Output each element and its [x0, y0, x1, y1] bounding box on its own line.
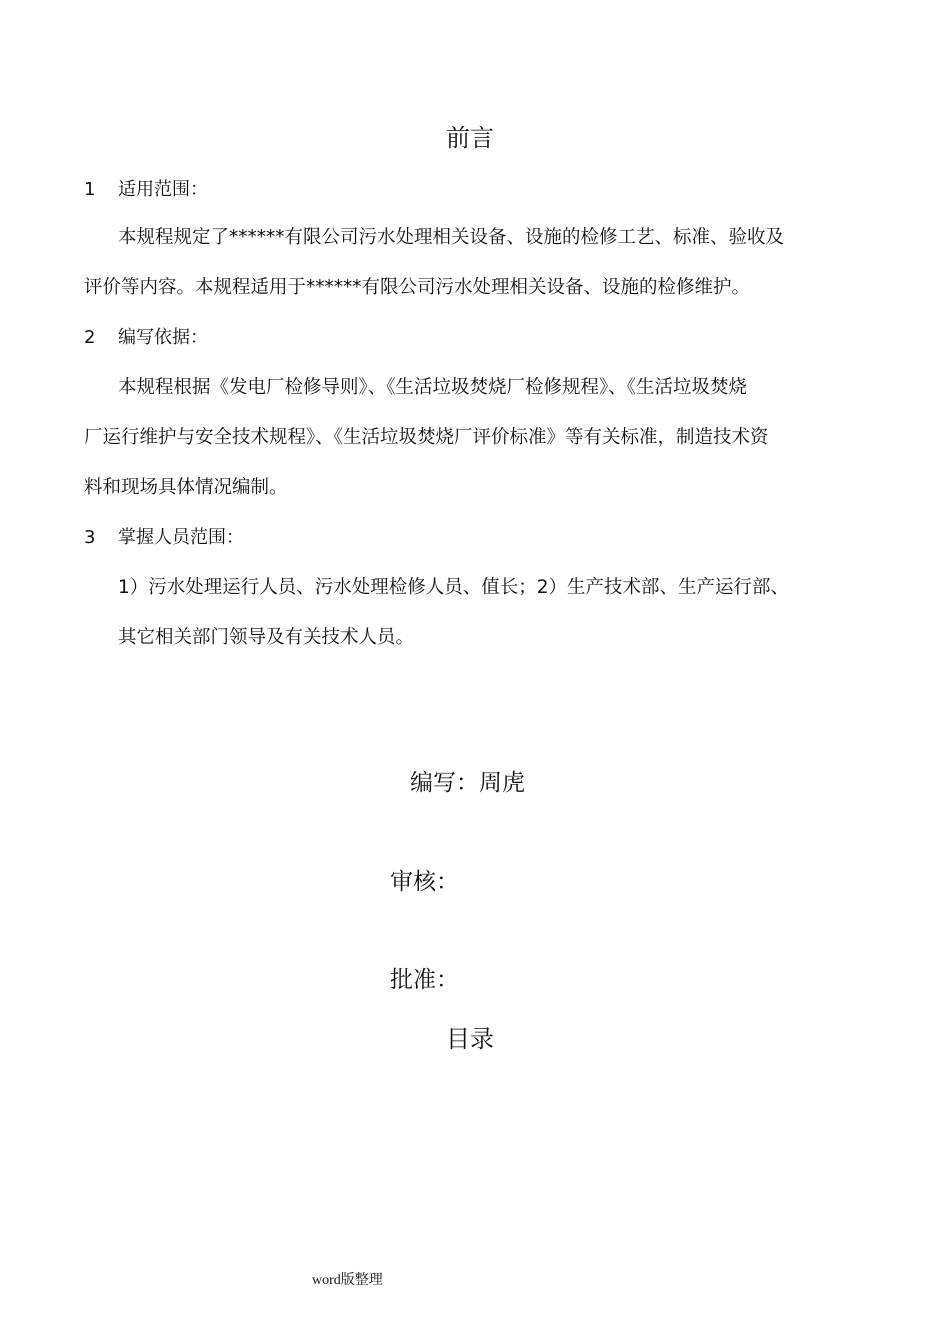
- section-title: 掌握人员范围：: [118, 527, 244, 548]
- section-number: 1: [84, 179, 96, 200]
- paragraph-line: 料和现场具体情况编制。: [84, 477, 288, 498]
- page-footer: word版整理: [312, 1273, 383, 1288]
- approver-line: 批准：: [390, 967, 459, 993]
- section-heading-2: [84, 323, 208, 349]
- section-title: 编写依据：: [118, 327, 208, 348]
- page-title: 前言: [446, 124, 494, 152]
- paragraph-line: 其它相关部门领导及有关技术人员。: [118, 627, 415, 648]
- paragraph-line: 1）污水处理运行人员、污水处理检修人员、值长；2）生产技术部、生产运行部、: [118, 577, 790, 598]
- paragraph-line: 评价等内容。本规程适用于******有限公司污水处理相关设备、设施的检修维护。: [84, 277, 751, 298]
- section-number: 3: [84, 527, 96, 548]
- section-number: 2: [84, 327, 96, 348]
- author-line: 编写：周虎: [410, 770, 525, 796]
- paragraph-line: 厂运行维护与安全技术规程》、《生活垃圾焚烧厂评价标准》等有关标准，制造技术资: [84, 427, 769, 448]
- section-heading-3: [84, 523, 244, 549]
- section-title: 适用范围：: [118, 179, 208, 200]
- toc-title: 目录: [446, 1025, 494, 1053]
- reviewer-line: 审核：: [390, 869, 459, 895]
- paragraph-line: 本规程根据《发电厂检修导则》、《生活垃圾焚烧厂检修规程》、《生活垃圾焚烧: [118, 377, 748, 398]
- section-heading-1: [84, 175, 208, 201]
- paragraph-line: 本规程规定了******有限公司污水处理相关设备、设施的检修工艺、标准、验收及: [118, 227, 785, 248]
